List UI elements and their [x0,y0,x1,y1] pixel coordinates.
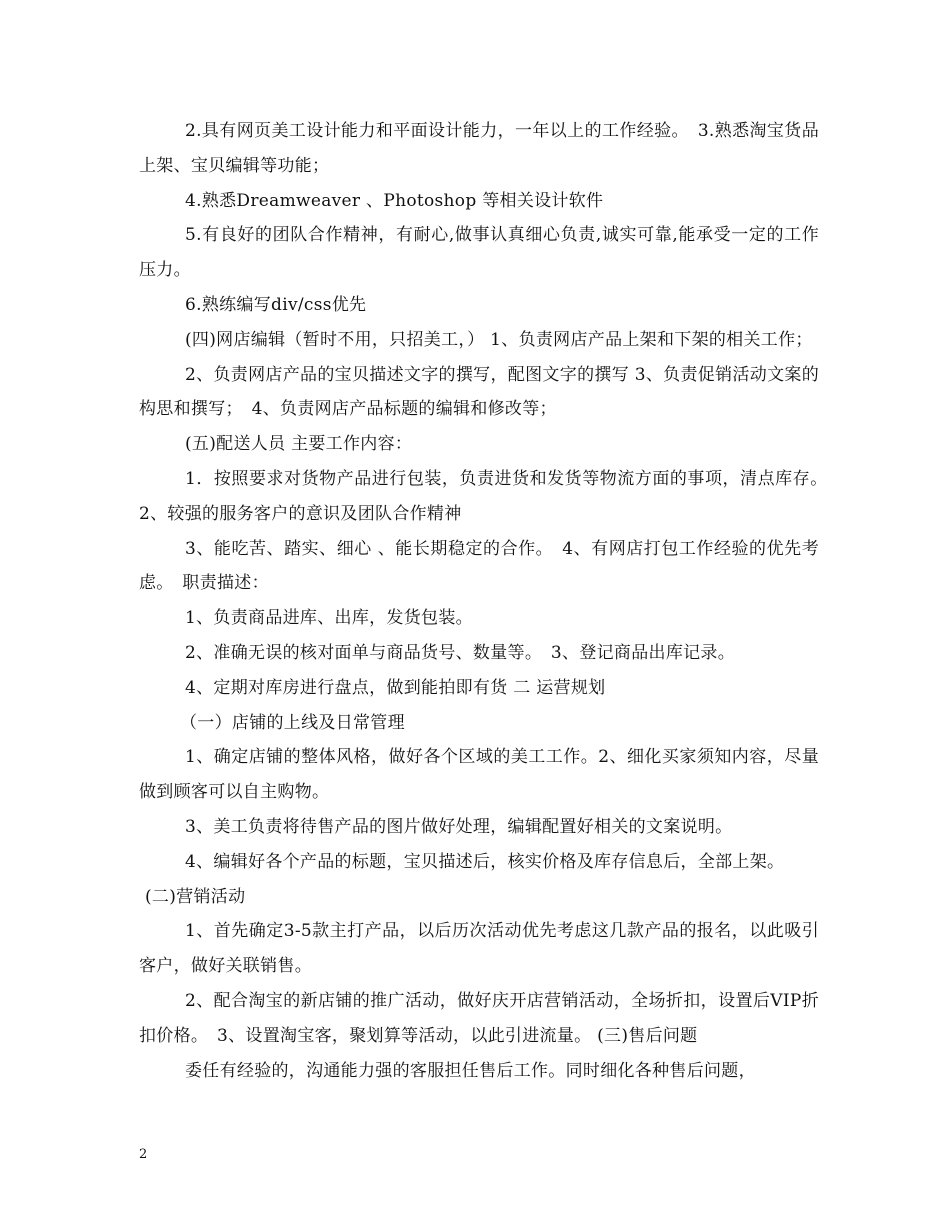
paragraph-product-listing: 4、编辑好各个产品的标题，宝贝描述后，核实价格及库存信息后，全部上架。 [185,851,785,872]
paragraph-check-orders: 2、准确无误的核对面单与商品货号、数量等。 3、登记商品出库记录。 [185,642,736,663]
paragraph-shop-editor-heading: (四)网店编辑（暂时不用，只招美工，） 1、负责网店产品上架和下架的相关工作； [185,329,813,350]
paragraph-promotion-activities: 2、配合淘宝的新店铺的推广活动，做好庆开店营销活动，全场折扣，设置后VIP折扣价格。 3、设置淘宝客，聚划算等活动，以此引进流量。 (三)售后问题 [139,990,819,1046]
paragraph-design-skills: 2.具有网页美工设计能力和平面设计能力，一年以上的工作经验。 3.熟悉淘宝货品上架、宝贝编辑等功能； [139,121,819,176]
paragraph-software-skills: 4.熟悉Dreamweaver 、Photoshop 等相关设计软件 [185,190,604,211]
page-number: 2 [139,1147,148,1162]
paragraph-teamwork: 5.有良好的团队合作精神，有耐心,做事认真细心负责,诚实可靠,能承受一定的工作压力。 [139,225,819,281]
paragraph-shop-editor-duties: 2、负责网店产品的宝贝描述文字的撰写，配图文字的撰写 3、负责促销活动文案的构思和撰写； 4、负责网店产品标题的编辑和修改等； [139,364,819,420]
paragraph-main-products: 1、首先确定3-5款主打产品，以后历次活动优先考虑这几款产品的报名，以此吸引客户，做好关联销售。 [139,921,819,977]
body-text [139,114,837,1088]
paragraph-image-processing: 3、美工负责将待售产品的图片做好处理，编辑配置好相关的文案说明。 [185,816,733,837]
paragraph-store-style: 1、确定店铺的整体风格，做好各个区域的美工工作。2、细化买家须知内容，尽量做到顾客可以自主购物。 [139,747,819,803]
paragraph-marketing-heading: (二)营销活动 [145,886,246,907]
paragraph-delivery-requirements: 3、能吃苦、踏实、细心 、能长期稳定的合作。 4、有网店打包工作经验的优先考虑。 职责描述： [139,538,819,594]
paragraph-delivery-heading: (五)配送人员 主要工作内容： [185,434,413,455]
paragraph-after-sales: 委任有经验的，沟通能力强的客服担任售后工作。同时细化各种售后问题， [185,1060,756,1081]
paragraph-div-css: 6.熟练编写div/css优先 [185,294,367,315]
paragraph-packaging: 1．按照要求对货物产品进行包装，负责进货和发货等物流方面的事项，清点库存。 2、较强的服务客户的意识及团队合作精神 [139,468,837,524]
paragraph-warehouse-duty: 1、负责商品进库、出库，发货包装。 [185,608,473,629]
paragraph-inventory: 4、定期对库房进行盘点，做到能拍即有货 二 运营规划 [185,677,606,698]
paragraph-store-management-heading: （一）店铺的上线及日常管理 [180,712,405,733]
